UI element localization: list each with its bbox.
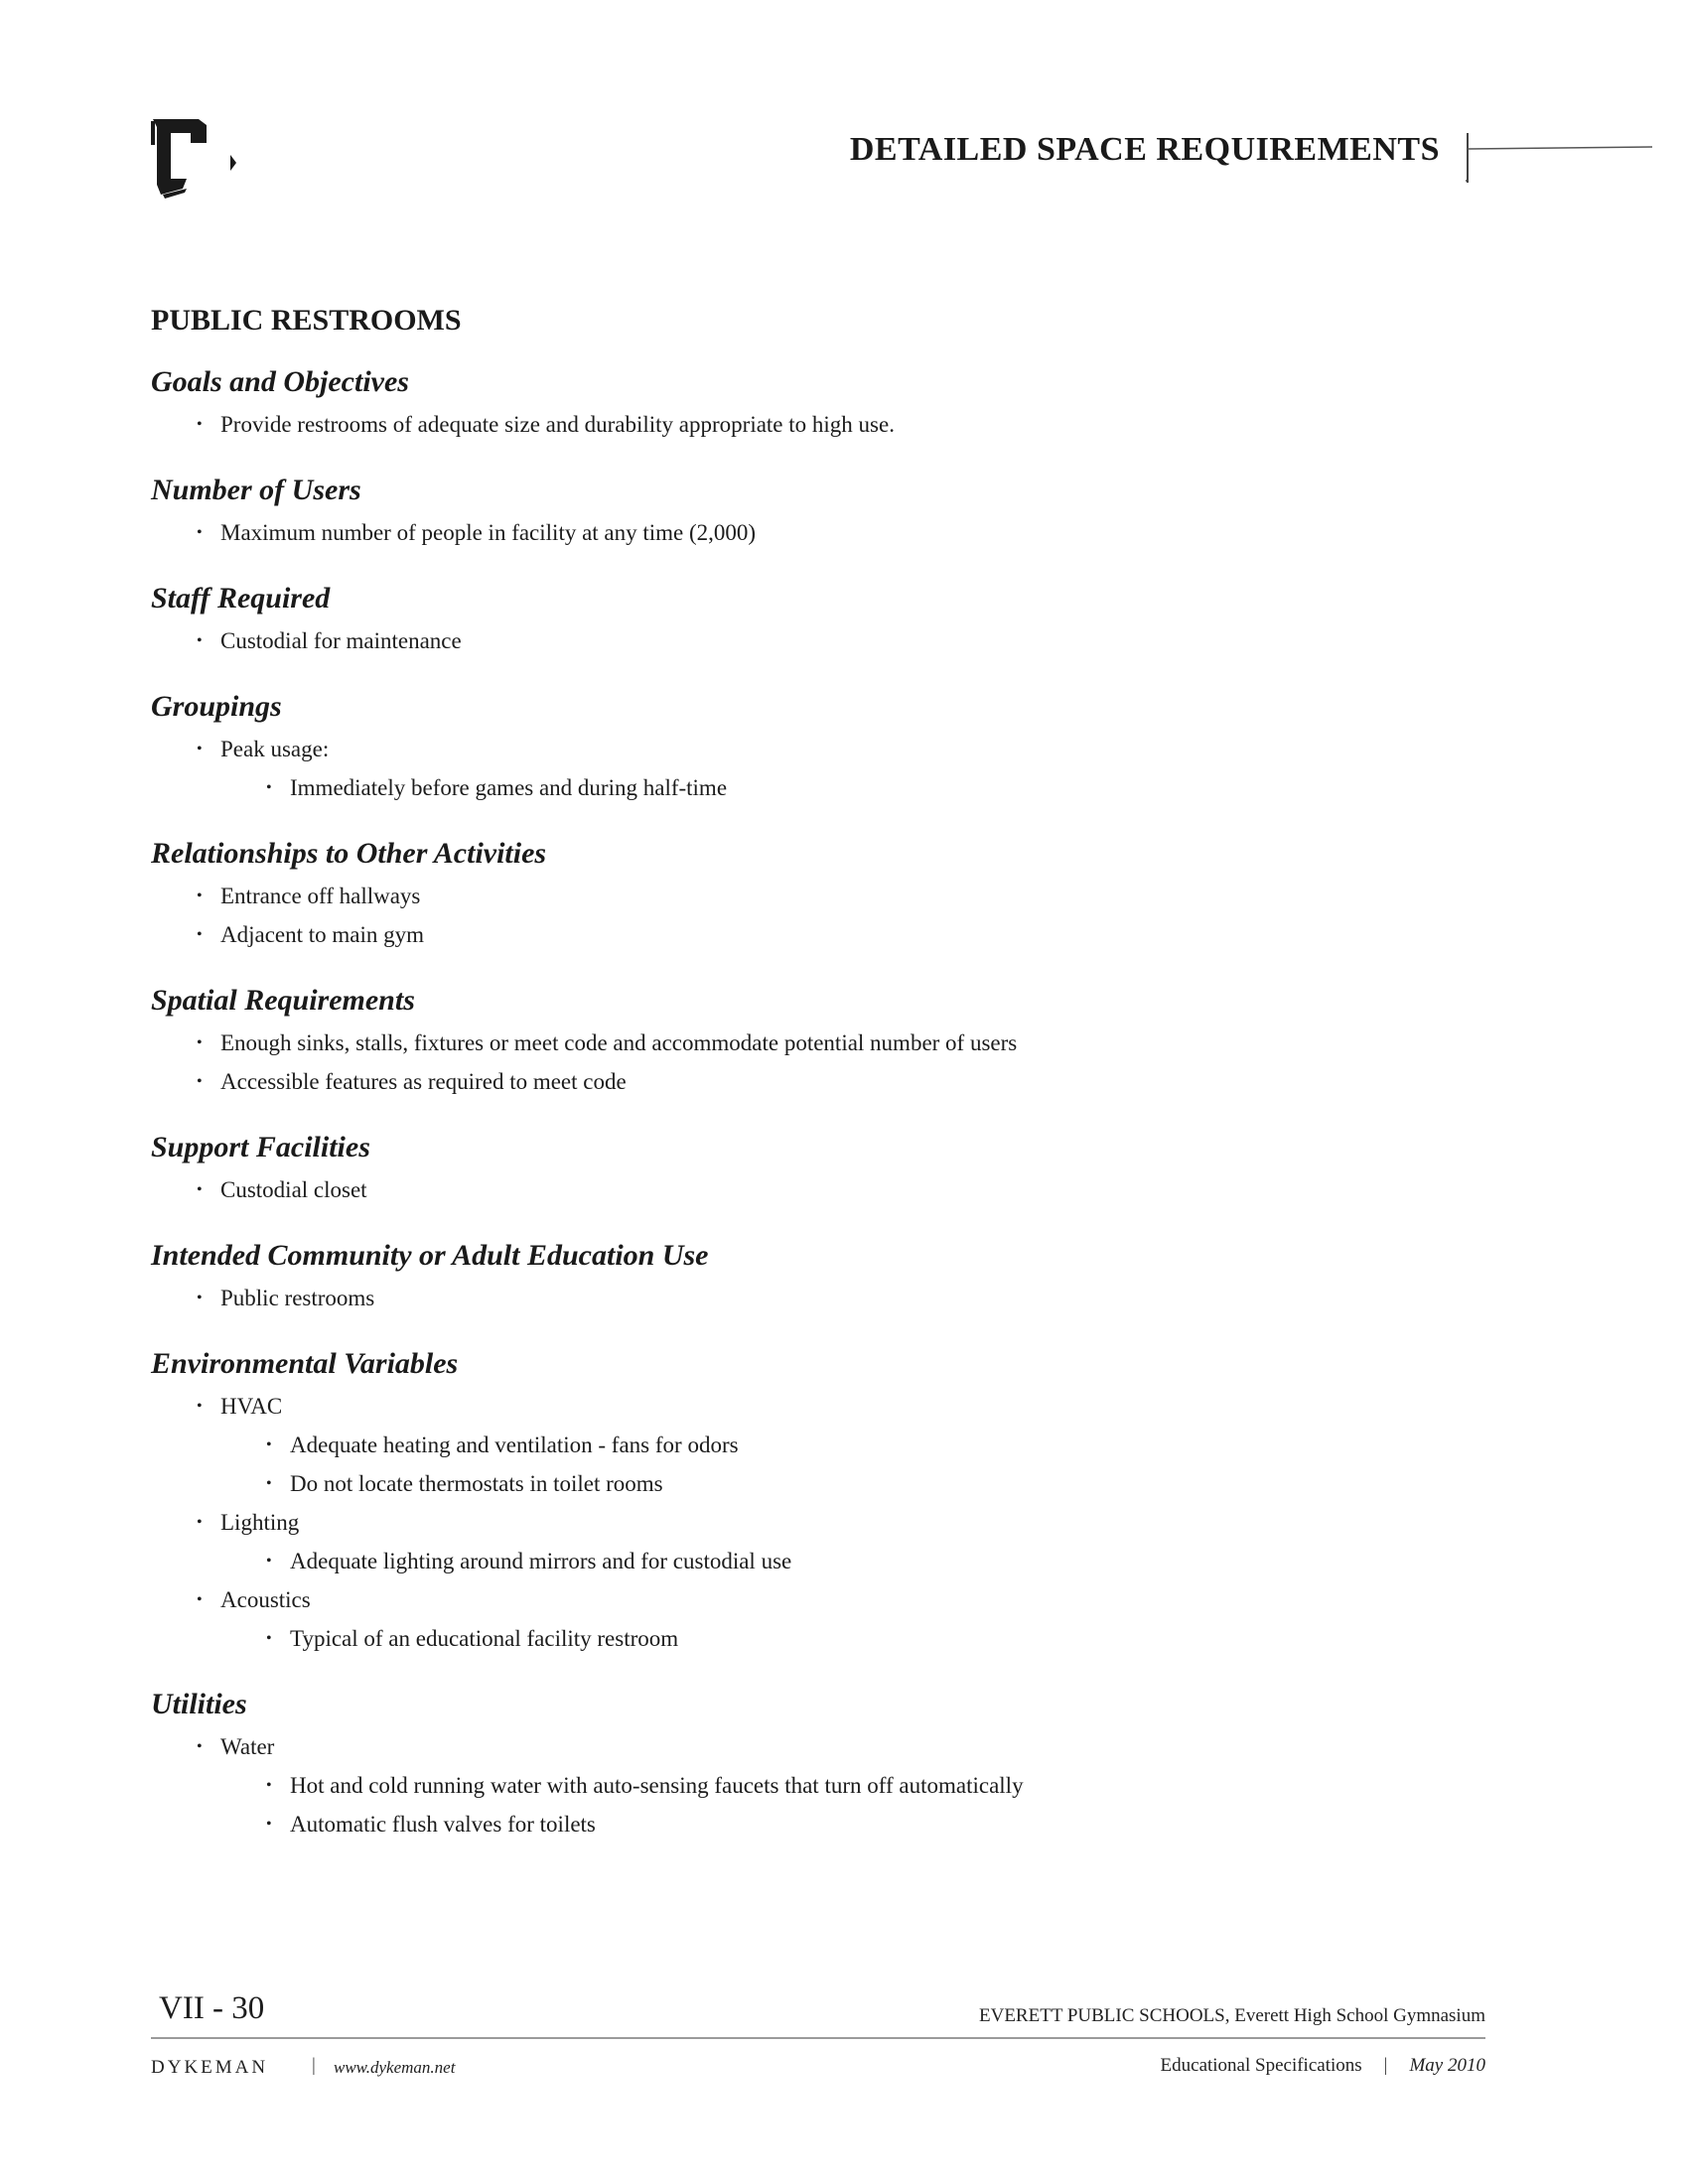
document-body <box>151 304 1442 1873</box>
bullet-icon: • <box>197 632 203 649</box>
list-item-text: Enough sinks, stalls, fixtures or meet code and accommodate potential number of users <box>220 1030 1018 1055</box>
section <box>151 690 1442 807</box>
bullet-icon: • <box>266 1475 272 1492</box>
footer-separator: | <box>1383 2055 1388 2076</box>
section <box>151 984 1442 1101</box>
section-title: Groupings <box>151 690 282 723</box>
dykeman-logo-icon <box>147 115 256 205</box>
bullet-icon: • <box>197 1398 203 1415</box>
bullet-icon: • <box>197 887 203 904</box>
bullet-icon: • <box>266 1553 272 1570</box>
bullet-icon: • <box>197 1181 203 1198</box>
bullet-icon: • <box>197 1290 203 1306</box>
footer-firm: DYKEMAN <box>151 2057 269 2078</box>
sub-bullet-list <box>220 1426 1442 1503</box>
bullet-list <box>151 1387 1442 1658</box>
sub-list-item-text: Typical of an educational facility restroom <box>290 1626 679 1651</box>
section-title: Environmental Variables <box>151 1347 459 1380</box>
list-item-text: HVAC <box>220 1394 283 1419</box>
sub-list-item-text: Do not locate thermostats in toilet rooms <box>290 1471 663 1496</box>
list-item <box>151 1387 1442 1503</box>
sub-list-item <box>220 1619 1442 1658</box>
list-item <box>151 621 1442 660</box>
sub-bullet-list <box>220 1542 1442 1580</box>
list-item-text: Provide restrooms of adequate size and durability appropriate to high use. <box>220 412 895 437</box>
bullet-list <box>151 513 1442 552</box>
bullet-icon: • <box>197 1034 203 1051</box>
bullet-list <box>151 1170 1442 1209</box>
list-item-text: Custodial for maintenance <box>220 628 462 653</box>
section <box>151 1347 1442 1658</box>
bullet-icon: • <box>266 779 272 796</box>
sub-list-item <box>220 1426 1442 1464</box>
bullet-list <box>151 1727 1442 1843</box>
bullet-icon: • <box>197 1514 203 1531</box>
list-item-text: Custodial closet <box>220 1177 367 1202</box>
list-item-text: Entrance off hallways <box>220 884 421 908</box>
bullet-icon: • <box>266 1777 272 1794</box>
list-item <box>151 1503 1442 1580</box>
list-item <box>151 1580 1442 1658</box>
footer-url: www.dykeman.net <box>334 2058 456 2077</box>
list-item-text: Public restrooms <box>220 1286 375 1310</box>
sub-list-item-text: Immediately before games and during half-time <box>290 775 728 800</box>
sub-list-item <box>220 1542 1442 1580</box>
bullet-list <box>151 1024 1442 1101</box>
section <box>151 1688 1442 1843</box>
list-item <box>151 915 1442 954</box>
sub-list-item <box>220 1766 1442 1805</box>
list-item-text: Accessible features as required to meet code <box>220 1069 627 1094</box>
list-item <box>151 1279 1442 1317</box>
header-rule-divider <box>1466 125 1654 195</box>
section <box>151 365 1442 444</box>
list-item-text: Water <box>220 1734 275 1759</box>
page-number: VII - 30 <box>159 1990 265 2026</box>
list-item-text: Lighting <box>220 1510 300 1535</box>
footer-organization: EVERETT PUBLIC SCHOOLS, Everett High School Gymnasium <box>979 2005 1485 2026</box>
list-item <box>151 1727 1442 1843</box>
sub-bullet-list <box>220 768 1442 807</box>
bullet-list <box>151 405 1442 444</box>
footer-document: Educational Specifications <box>1160 2055 1362 2076</box>
section <box>151 474 1442 552</box>
section <box>151 1131 1442 1209</box>
section <box>151 837 1442 954</box>
list-item-text: Acoustics <box>220 1587 311 1612</box>
list-item-text: Maximum number of people in facility at any time (2,000) <box>220 520 757 545</box>
sub-list-item-text: Hot and cold running water with auto-sensing faucets that turn off automatically <box>290 1773 1024 1798</box>
footer-date: May 2010 <box>1409 2055 1485 2076</box>
sections-container <box>151 365 1442 1843</box>
bullet-icon: • <box>197 1073 203 1090</box>
list-item-text: Adjacent to main gym <box>220 922 425 947</box>
section-title: Relationships to Other Activities <box>151 837 547 870</box>
list-item-text: Peak usage: <box>220 737 330 761</box>
list-item <box>151 1062 1442 1101</box>
sub-list-item-text: Adequate heating and ventilation - fans for odors <box>290 1433 739 1457</box>
section-title: Support Facilities <box>151 1131 370 1163</box>
section-title: Intended Community or Adult Education Use <box>151 1239 709 1272</box>
list-item <box>151 877 1442 915</box>
footer-document-info <box>1161 2055 1485 2077</box>
bullet-list <box>151 1279 1442 1317</box>
section-title: Number of Users <box>151 474 361 506</box>
sub-list-item <box>220 768 1442 807</box>
section <box>151 582 1442 660</box>
bullet-icon: • <box>197 416 203 433</box>
page-header-title: DETAILED SPACE REQUIREMENTS <box>849 131 1440 168</box>
sub-list-item-text: Adequate lighting around mirrors and for custodial use <box>290 1549 792 1573</box>
bullet-list <box>151 621 1442 660</box>
bullet-list <box>151 730 1442 807</box>
bullet-icon: • <box>266 1630 272 1647</box>
section-title: Staff Required <box>151 582 331 614</box>
sub-list-item-text: Automatic flush valves for toilets <box>290 1812 596 1837</box>
list-item <box>151 730 1442 807</box>
footer-separator: | <box>312 2055 316 2076</box>
section-title: Goals and Objectives <box>151 365 409 398</box>
section <box>151 1239 1442 1317</box>
footer-divider <box>151 2037 1485 2039</box>
bullet-icon: • <box>266 1436 272 1453</box>
section-title: Utilities <box>151 1688 247 1720</box>
bullet-icon: • <box>197 1738 203 1755</box>
section-title: Spatial Requirements <box>151 984 415 1017</box>
bullet-icon: • <box>197 926 203 943</box>
sub-bullet-list <box>220 1766 1442 1843</box>
sub-bullet-list <box>220 1619 1442 1658</box>
list-item <box>151 1024 1442 1062</box>
bullet-list <box>151 877 1442 954</box>
bullet-icon: • <box>266 1816 272 1833</box>
page-heading: PUBLIC RESTROOMS <box>151 304 462 337</box>
list-item <box>151 513 1442 552</box>
bullet-icon: • <box>197 1591 203 1608</box>
list-item <box>151 1170 1442 1209</box>
list-item <box>151 405 1442 444</box>
sub-list-item <box>220 1805 1442 1843</box>
bullet-icon: • <box>197 741 203 757</box>
bullet-icon: • <box>197 524 203 541</box>
sub-list-item <box>220 1464 1442 1503</box>
